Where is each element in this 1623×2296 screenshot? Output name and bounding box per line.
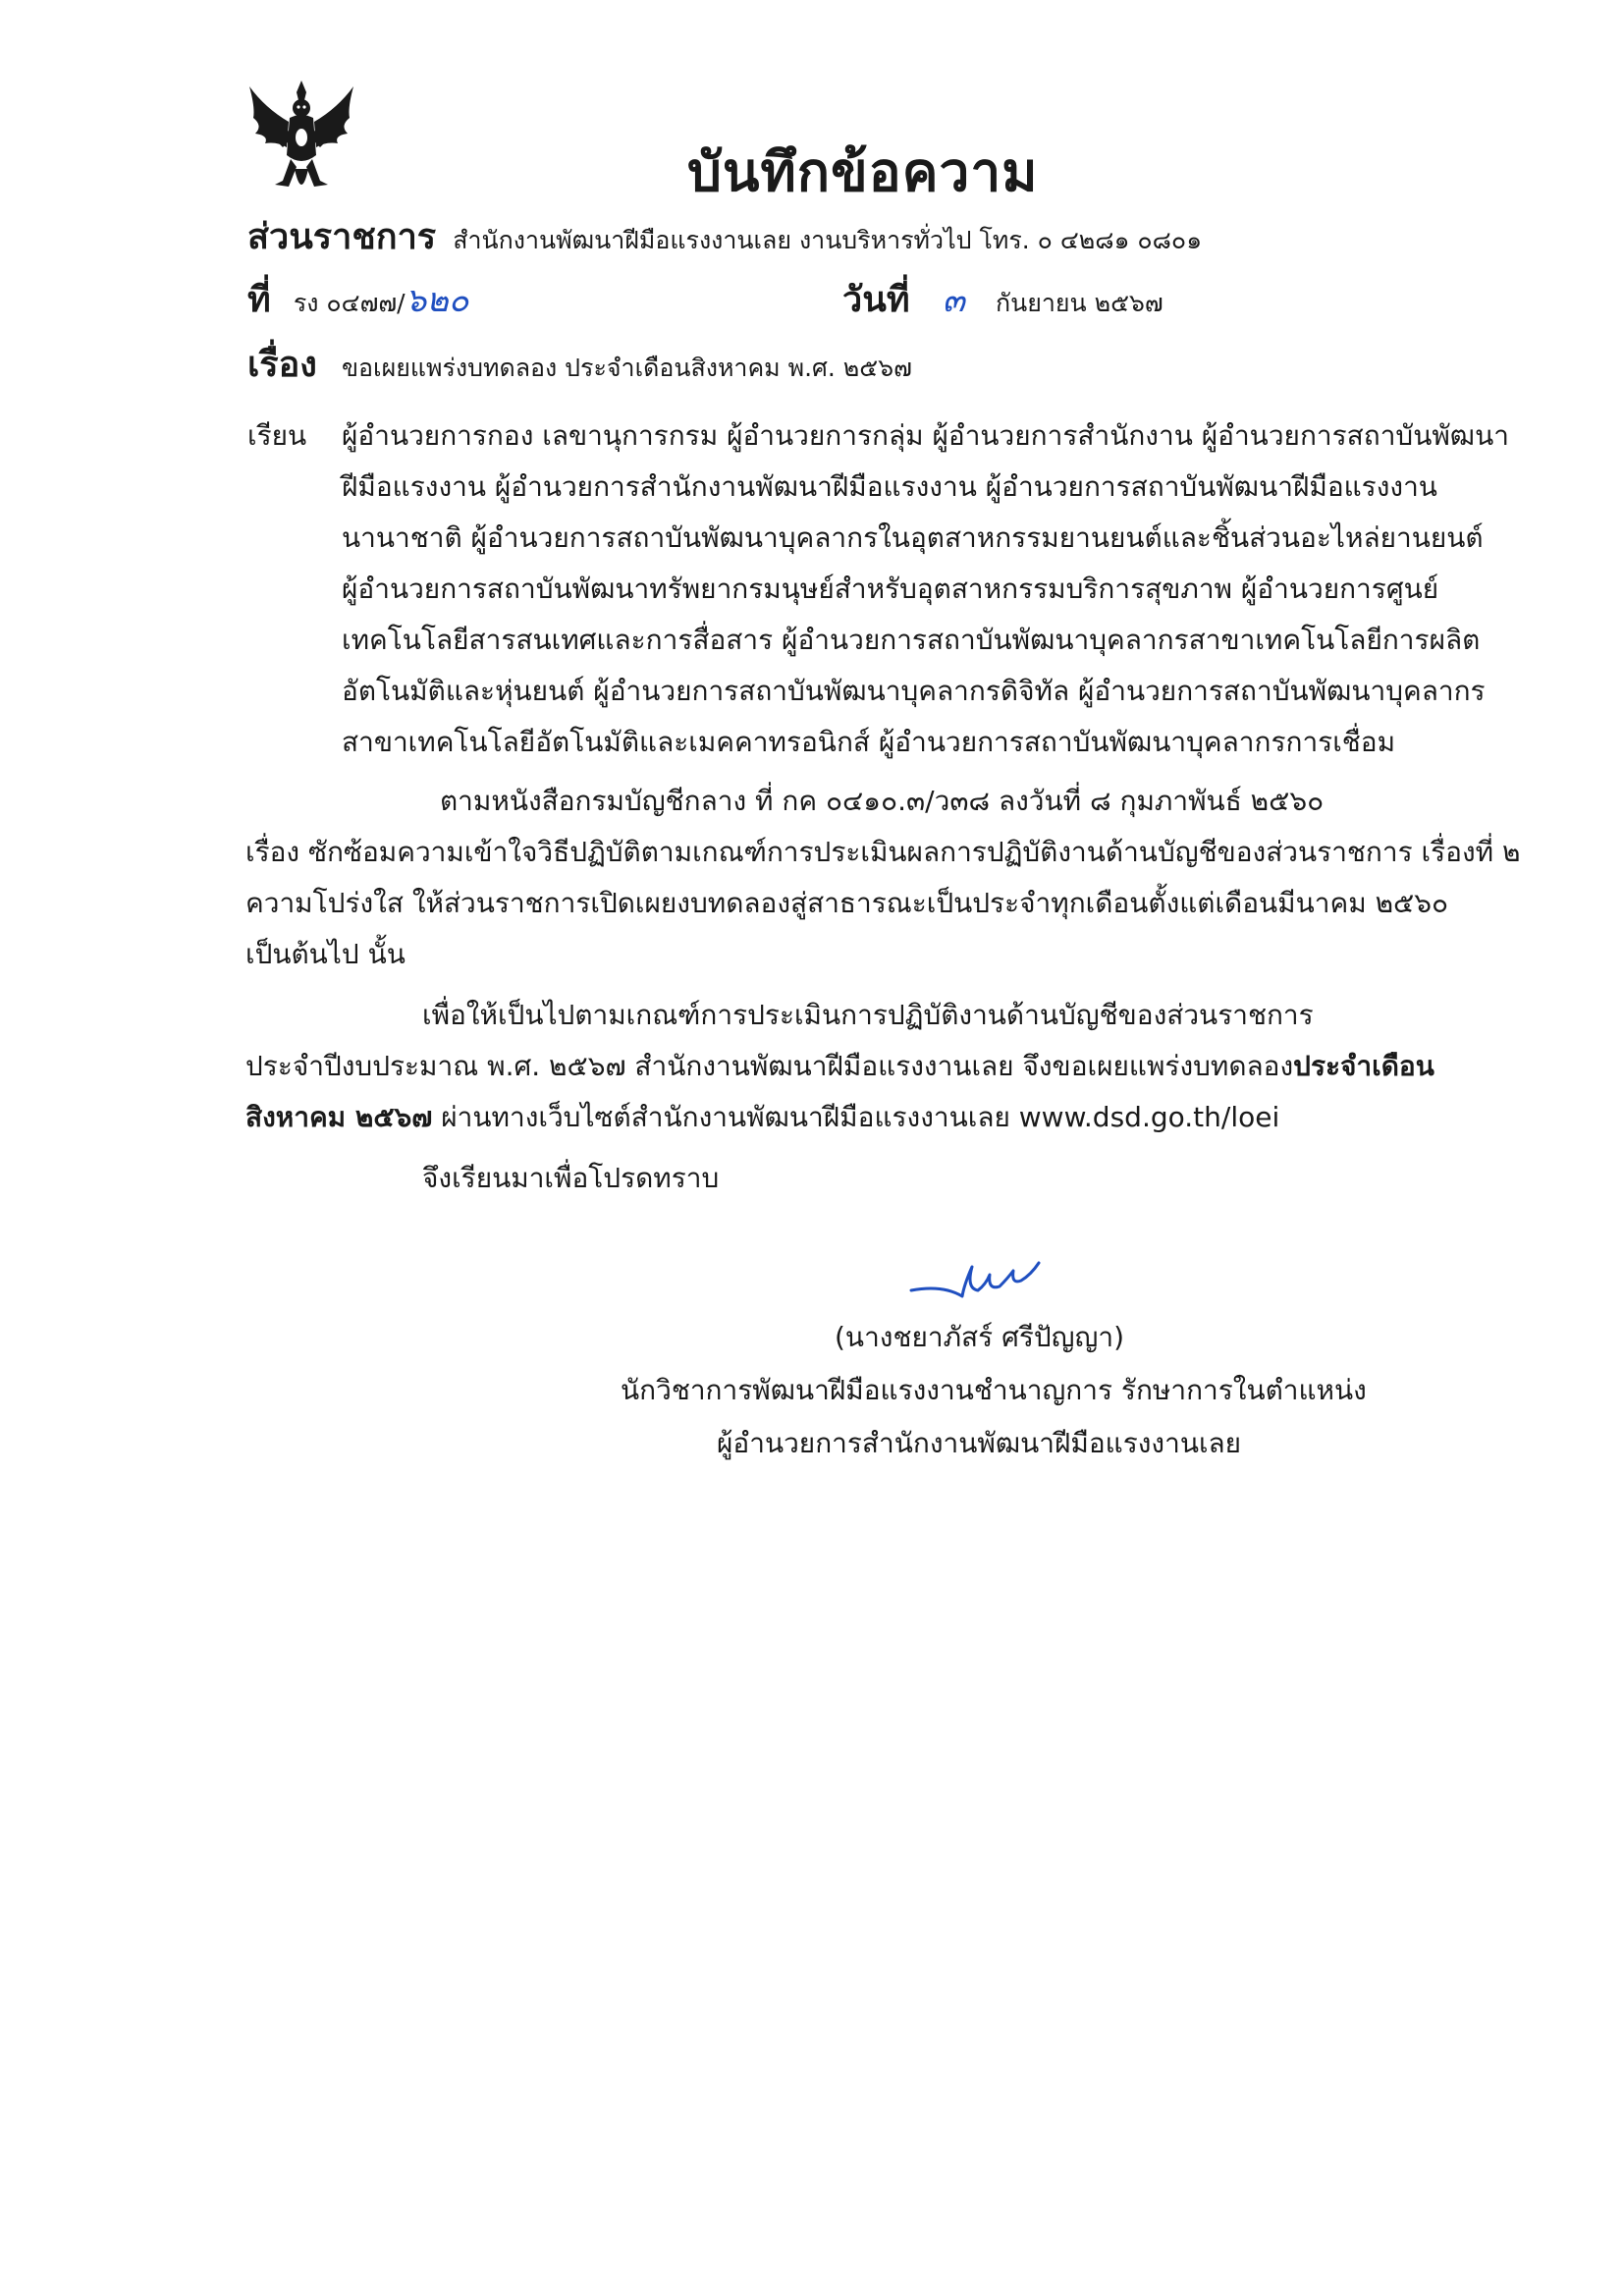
paragraph2-line3 xyxy=(245,1096,1279,1139)
recipient-label: เรียน xyxy=(247,419,307,452)
signature-mark xyxy=(903,1245,1051,1314)
reference-label: ที่ xyxy=(247,280,271,320)
recipient-line: นานาชาติ ผู้อำนวยการสถาบันพัฒนาบุคลากรในอุตสาหกรรมยานยนต์และชิ้นส่วนอะไหล่ยานยนต์ xyxy=(342,521,1484,554)
paragraph2-line1: เพื่อให้เป็นไปตามเกณฑ์การประเมินการปฏิบัติงานด้านบัญชีของส่วนราชการ xyxy=(422,999,1314,1031)
signature-position-line2: ผู้อำนวยการสำนักงานพัฒนาฝีมือแรงงานเลย xyxy=(717,1427,1242,1459)
paragraph2-line3-bold: สิงหาคม ๒๕๖๗ xyxy=(245,1101,433,1133)
signature-name: (นางชยาภัสร์ ศรีปัญญา) xyxy=(835,1321,1125,1353)
date-row xyxy=(842,271,1163,327)
reference-row xyxy=(247,271,468,327)
paragraph1-line: ความโปร่งใส ให้ส่วนราชการเปิดเผยงบทดลองสู่สาธารณะเป็นประจำทุกเดือนตั้งแต่เดือนมีนาคม ๒๕๖๐ xyxy=(245,887,1449,919)
recipient-line: ผู้อำนวยการสถาบันพัฒนาทรัพยากรมนุษย์สำหรับอุตสาหกรรมบริการสุขภาพ ผู้อำนวยการศูนย์ xyxy=(342,573,1439,605)
date-day-handwritten: ๓ xyxy=(942,281,965,320)
paragraph2-line2 xyxy=(245,1045,1434,1088)
recipient-line: เทคโนโลยีสารสนเทศและการสื่อสาร ผู้อำนวยการสถาบันพัฒนาบุคลากรสาขาเทคโนโลยีการผลิต xyxy=(342,624,1481,656)
paragraph1-line: เรื่อง ซักซ้อมความเข้าใจวิธีปฏิบัติตามเกณฑ์การประเมินผลการปฏิบัติงานด้านบัญชีของส่วนราชการ เรื่องที่ ๒ xyxy=(245,836,1521,868)
department-row xyxy=(247,208,1202,264)
recipient-line: ฝีมือแรงงาน ผู้อำนวยการสำนักงานพัฒนาฝีมือแรงงาน ผู้อำนวยการสถาบันพัฒนาฝีมือแรงงาน xyxy=(342,470,1437,503)
reference-number-prefix: รง ๐๔๗๗/ xyxy=(293,289,406,317)
document-title: บันทึกข้อความ xyxy=(687,140,1039,203)
paragraph2-line2-bold: ประจำเดือน xyxy=(1293,1050,1434,1082)
subject-row xyxy=(247,336,912,392)
subject-value: ขอเผยแพร่งบทดลอง ประจำเดือนสิงหาคม พ.ศ. ๒๕๖๗ xyxy=(341,354,912,382)
subject-label: เรื่อง xyxy=(247,345,317,385)
date-month-year: กันยายน ๒๕๖๗ xyxy=(996,289,1163,317)
paragraph1-line: ตามหนังสือกรมบัญชีกลาง ที่ กค ๐๔๑๐.๓/ว๓๘ ลงวันที่ ๘ กุมภาพันธ์ ๒๕๖๐ xyxy=(440,785,1325,817)
paragraph1-line: เป็นต้นไป นั้น xyxy=(245,938,406,970)
garuda-emblem-icon xyxy=(245,79,358,201)
recipient-line: ผู้อำนวยการกอง เลขานุการกรม ผู้อำนวยการกลุ่ม ผู้อำนวยการสำนักงาน ผู้อำนวยการสถาบันพัฒนา xyxy=(342,419,1509,452)
department-label: ส่วนราชการ xyxy=(247,217,437,257)
reference-number-handwritten: ๖๒๐ xyxy=(405,281,469,320)
paragraph2-line3-text: ผ่านทางเว็บไซต์สำนักงานพัฒนาฝีมือแรงงานเลย www.dsd.go.th/loei xyxy=(432,1101,1280,1133)
closing-text: จึงเรียนมาเพื่อโปรดทราบ xyxy=(422,1162,720,1194)
recipient-line: สาขาเทคโนโลยีอัตโนมัติและเมคคาทรอนิกส์ ผู้อำนวยการสถาบันพัฒนาบุคลากรการเชื่อม xyxy=(342,726,1396,758)
signature-position-line1: นักวิชาการพัฒนาฝีมือแรงงานชำนาญการ รักษาการในตำแหน่ง xyxy=(621,1374,1367,1406)
date-label: วันที่ xyxy=(842,280,910,320)
paragraph2-line2-text: ประจำปีงบประมาณ พ.ศ. ๒๕๖๗ สำนักงานพัฒนาฝีมือแรงงานเลย จึงขอเผยแพร่งบทดลอง xyxy=(245,1050,1294,1082)
recipient-line: อัตโนมัติและหุ่นยนต์ ผู้อำนวยการสถาบันพัฒนาบุคลากรดิจิทัล ผู้อำนวยการสถาบันพัฒนาบุคลากร xyxy=(342,675,1486,707)
department-value: สำนักงานพัฒนาฝีมือแรงงานเลย งานบริหารทั่วไป โทร. ๐ ๔๒๘๑ ๐๘๐๑ xyxy=(453,226,1203,254)
